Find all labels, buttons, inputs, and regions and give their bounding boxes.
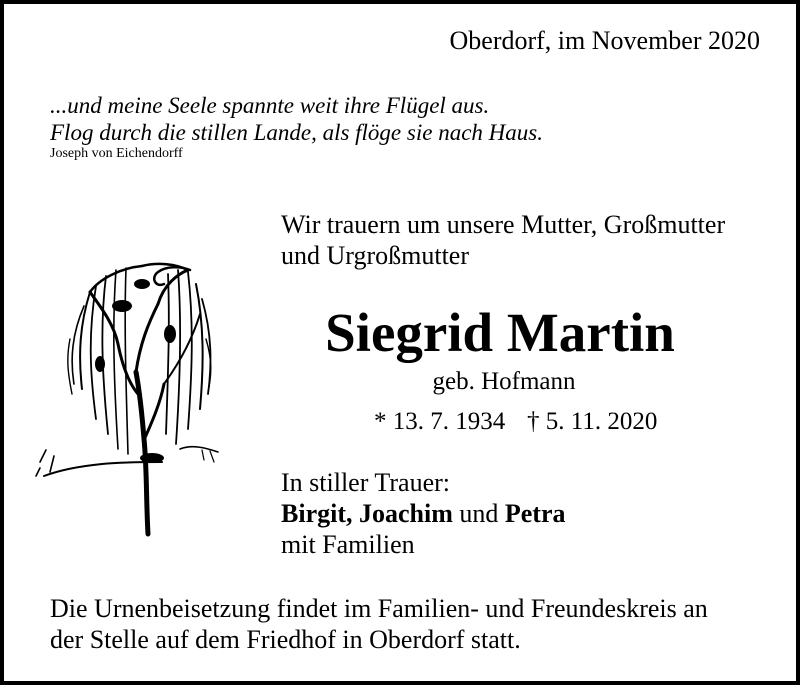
mourners-family: mit Familien xyxy=(281,530,415,559)
maiden-name: geb. Hofmann xyxy=(432,368,576,395)
quote xyxy=(50,92,543,146)
death-date: † 5. 11. 2020 xyxy=(527,408,658,435)
birth-date: * 13. 7. 1934 xyxy=(374,408,506,435)
mourner-name: Birgit, Joachim xyxy=(281,499,453,528)
mourner-connector: und xyxy=(459,499,499,528)
burial-line: der Stelle auf dem Friedhof in Oberdorf statt. xyxy=(50,625,521,654)
mourners-heading: In stiller Trauer: xyxy=(281,468,450,497)
place-date: Oberdorf, im November 2020 xyxy=(449,26,760,55)
weeping-willow-icon xyxy=(30,244,230,539)
mourning-intro xyxy=(281,209,725,271)
burial-line: Die Urnenbeisetzung findet im Familien- und Freundeskreis an xyxy=(50,594,708,623)
intro-line: und Urgroßmutter xyxy=(281,241,469,270)
intro-line: Wir trauern um unsere Mutter, Großmutter xyxy=(281,210,726,239)
deceased-name: Siegrid Martin xyxy=(325,302,675,363)
quote-line: ...und meine Seele spannte weit ihre Flügel aus. xyxy=(50,93,490,118)
mourners xyxy=(281,467,566,560)
quote-line: Flog durch die stillen Lande, als flöge sie nach Haus. xyxy=(50,120,543,145)
mourner-name: Petra xyxy=(504,499,566,528)
burial-notice xyxy=(50,593,708,655)
quote-author: Joseph von Eichendorff xyxy=(50,146,183,161)
mourners-names xyxy=(281,498,566,529)
